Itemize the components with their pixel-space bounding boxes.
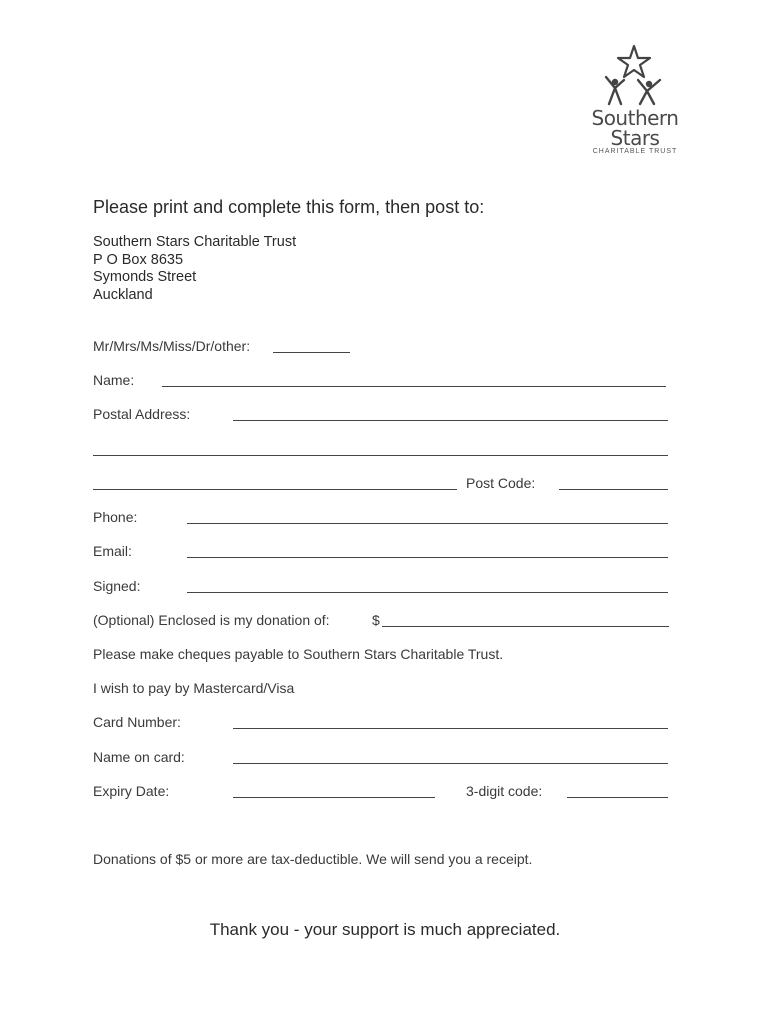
post-code-label: Post Code: (466, 475, 536, 491)
email-label: Email: (93, 543, 132, 559)
address-line: P O Box 8635 (93, 251, 184, 268)
phone-label: Phone: (93, 509, 138, 525)
card-payment-intro: I wish to pay by Mastercard/Visa (93, 680, 295, 696)
currency-symbol: $ (372, 612, 380, 628)
post-code-field[interactable] (559, 489, 668, 490)
postal-address-block (93, 234, 296, 304)
address-line: Southern Stars Charitable Trust (93, 234, 297, 250)
card-number-label: Card Number: (93, 714, 181, 730)
tax-deductible-note: Donations of $5 or more are tax-deductible. We will send you a receipt. (93, 851, 533, 867)
security-code-label: 3-digit code: (466, 783, 543, 799)
title-label: Mr/Mrs/Ms/Miss/Dr/other: (93, 338, 251, 354)
postal-address-field-1[interactable] (233, 420, 668, 421)
logo-name-line2: Stars (610, 126, 660, 150)
name-on-card-label: Name on card: (93, 749, 185, 765)
postal-address-label: Postal Address: (93, 406, 191, 422)
logo-name-line1: Southern (591, 106, 679, 130)
security-code-field[interactable] (567, 797, 668, 798)
signature-field[interactable] (187, 592, 668, 593)
donation-amount-field[interactable] (382, 626, 669, 627)
title-field[interactable] (273, 352, 350, 353)
name-on-card-field[interactable] (233, 763, 668, 764)
postal-address-field-3[interactable] (93, 489, 457, 490)
postal-address-field-2[interactable] (93, 455, 668, 456)
email-field[interactable] (187, 557, 668, 558)
star-people-icon (580, 44, 690, 106)
signed-label: Signed: (93, 578, 141, 594)
expiry-date-label: Expiry Date: (93, 783, 170, 799)
logo (580, 44, 690, 160)
donation-label: (Optional) Enclosed is my donation of: (93, 612, 330, 628)
thank-you-message: Thank you - your support is much appreciated. (209, 920, 561, 939)
phone-field[interactable] (187, 523, 668, 524)
form-heading: Please print and complete this form, then post to: (93, 197, 485, 217)
address-line: Auckland (93, 286, 153, 303)
name-field[interactable] (162, 386, 666, 387)
logo-subtitle: CHARITABLE TRUST (592, 148, 678, 155)
card-number-field[interactable] (233, 728, 668, 729)
cheque-note: Please make cheques payable to Southern Stars Charitable Trust. (93, 646, 504, 662)
expiry-date-field[interactable] (233, 797, 435, 798)
address-line: Symonds Street (93, 269, 197, 285)
name-label: Name: (93, 372, 135, 388)
